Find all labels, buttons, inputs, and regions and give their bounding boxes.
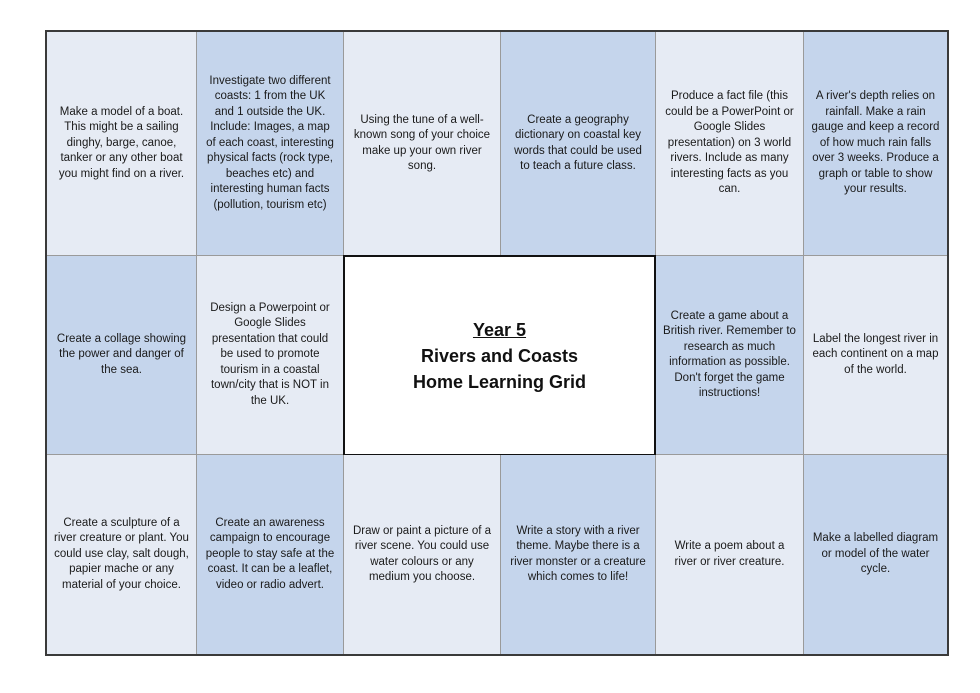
task-cell-sculpture — [47, 455, 197, 654]
task-text: Create a geography dictionary on coastal key words that could be used to teach a future class. — [514, 113, 642, 172]
learning-grid — [45, 30, 949, 656]
task-cell-river-song — [344, 32, 501, 256]
task-cell-river-poem — [656, 455, 804, 654]
task-cell-water-cycle — [804, 455, 947, 654]
task-text: Produce a fact file (this could be a PowerPoint or Google Slides presentation) on 3 world rivers. Include as many interesting facts as you can. — [665, 90, 794, 196]
title-year: Year 5 — [472, 319, 527, 340]
task-cell-awareness-campaign — [197, 455, 344, 654]
task-text: A river's depth relies on rainfall. Make a rain gauge and keep a record of how much rain falls over 3 weeks. Produce a graph or table to show your results. — [811, 90, 940, 196]
task-cell-collage — [47, 256, 197, 455]
task-cell-river-story — [501, 455, 656, 654]
grid-title-box — [343, 255, 656, 456]
task-text: Draw or paint a picture of a river scene. You could use water colours or any medium you choose. — [352, 524, 492, 583]
task-text: Design a Powerpoint or Google Slides presentation that could be used to promote tourism in a coastal town/city that is NOT in the UK. — [210, 301, 330, 407]
title-grid-name: Home Learning Grid — [412, 371, 587, 392]
task-cell-river-game — [656, 256, 804, 455]
task-text: Make a model of a boat. This might be a sailing dinghy, barge, canoe, tanker or any other boat you might find on a river. — [58, 105, 185, 180]
task-text: Write a story with a river theme. Maybe there is a river monster or a creature which comes to life! — [510, 524, 646, 583]
task-text: Label the longest river in each continent on a map of the world. — [812, 332, 939, 376]
task-text: Write a poem about a river or river creature. — [674, 540, 785, 568]
task-text: Make a labelled diagram or model of the water cycle. — [812, 532, 939, 576]
task-cell-longest-river — [804, 256, 947, 455]
task-cell-river-painting — [344, 455, 501, 654]
task-cell-boat-model — [47, 32, 197, 256]
task-cell-geography-dictionary — [501, 32, 656, 256]
task-text: Investigate two different coasts: 1 from the UK and 1 outside the UK. Include: Images, a map of each coast, interesting physical facts (rock type, beaches etc) and interesting human facts (pollution, tourism etc) — [206, 74, 334, 211]
task-cell-tourism-presentation — [197, 256, 344, 455]
task-text: Using the tune of a well-known song of your choice make up your own river song. — [353, 113, 491, 172]
task-text: Create a game about a British river. Remember to research as much information as possible. Don't forget the game instructions! — [663, 309, 796, 399]
task-cell-fact-file — [656, 32, 804, 256]
task-text: Create an awareness campaign to encourage people to stay safe at the coast. It can be a leaflet, video or radio advert. — [205, 516, 335, 591]
task-cell-rain-gauge — [804, 32, 947, 256]
task-text: Create a collage showing the power and danger of the sea. — [56, 332, 187, 376]
task-cell-investigate-coasts — [197, 32, 344, 256]
title-topic: Rivers and Coasts — [420, 345, 579, 366]
task-text: Create a sculpture of a river creature or plant. You could use clay, salt dough, papier mache or any material of your choice. — [54, 516, 189, 591]
